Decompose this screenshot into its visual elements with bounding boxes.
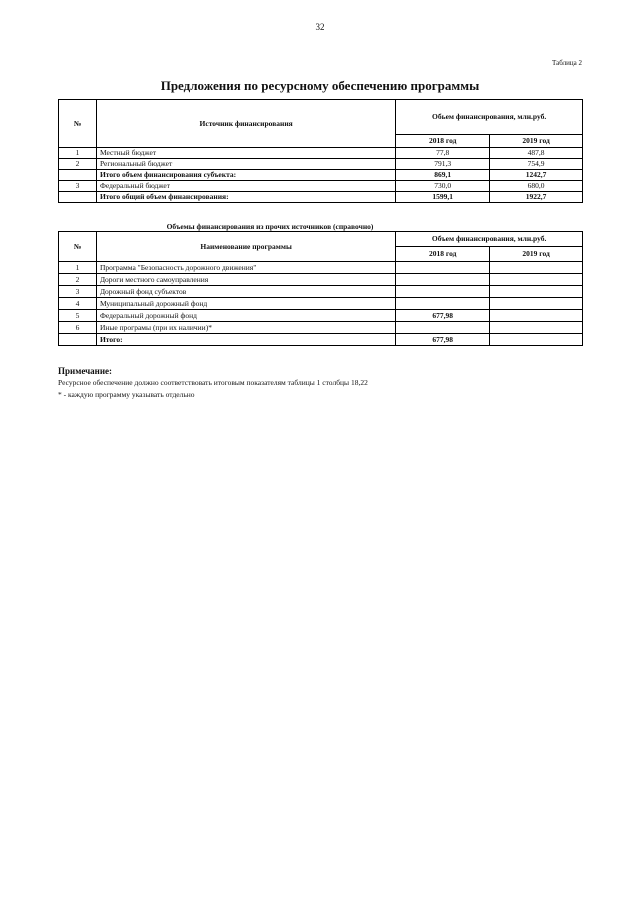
row-value-2019: 1922,7 (490, 192, 583, 203)
row-num: 2 (59, 159, 97, 170)
table-row (59, 286, 583, 298)
row-value-2019 (490, 310, 583, 322)
row-name: Итого объем финансирования субъекта: (96, 170, 395, 181)
row-value-2018: 730,0 (396, 181, 490, 192)
row-value-2018 (396, 298, 490, 310)
row-num: 3 (59, 181, 97, 192)
note-heading: Примечание: (58, 366, 113, 376)
row-name: Итого общий объем финансирования: (96, 192, 395, 203)
table2-header-name: Наименование программы (96, 232, 395, 262)
row-value-2018: 1599,1 (396, 192, 490, 203)
row-value-2019: 680,0 (490, 181, 583, 192)
row-value-2019 (490, 298, 583, 310)
row-value-2019 (490, 334, 583, 346)
table-row-subtotal (59, 170, 583, 181)
row-value-2018 (396, 286, 490, 298)
table1-header-volume: Обьем финансирования, млн.руб. (396, 100, 583, 135)
row-name: Иные програмы (при их наличии)* (96, 322, 395, 334)
table2-year2: 2019 год (490, 247, 583, 262)
row-value-2019 (490, 322, 583, 334)
row-value-2019: 1242,7 (490, 170, 583, 181)
row-name: Местный бюджет (96, 148, 395, 159)
row-name: Федеральный бюджет (96, 181, 395, 192)
row-value-2018 (396, 274, 490, 286)
row-value-2018: 77,8 (396, 148, 490, 159)
page-number: 32 (315, 22, 325, 32)
row-num: 6 (59, 322, 97, 334)
row-num (59, 192, 97, 203)
row-name: Региональный бюджет (96, 159, 395, 170)
row-num (59, 170, 97, 181)
row-num: 1 (59, 262, 97, 274)
table-label: Таблица 2 (552, 59, 582, 67)
row-value-2018 (396, 262, 490, 274)
table-row (59, 148, 583, 159)
row-name: Итого: (96, 334, 395, 346)
row-value-2019 (490, 274, 583, 286)
table-row-total (59, 334, 583, 346)
row-name: Дороги местного самоуправления (96, 274, 395, 286)
row-value-2018: 869,1 (396, 170, 490, 181)
row-name: Муниципальный дорожный фонд (96, 298, 395, 310)
row-num: 1 (59, 148, 97, 159)
table2-year1: 2018 год (396, 247, 490, 262)
table-row (59, 262, 583, 274)
page-title: Предложения по ресурсному обеспечению программы (160, 78, 480, 93)
table-row (59, 159, 583, 170)
table-row (59, 322, 583, 334)
row-value-2018: 677,98 (396, 310, 490, 322)
table-row (59, 310, 583, 322)
note-text: Ресурсное обеспечение должно соответствовать итоговым показателям таблицы 1 столбцы 18,22 (58, 378, 368, 387)
table1-year2: 2019 год (490, 135, 583, 148)
row-num: 2 (59, 274, 97, 286)
table2-caption: Объемы финансирования из прочих источников (справочно) (166, 222, 374, 231)
table-row (59, 298, 583, 310)
row-num: 4 (59, 298, 97, 310)
row-name: Федеральный дорожный фонд (96, 310, 395, 322)
table1-header-num: № (59, 100, 97, 148)
table1-year1: 2018 год (396, 135, 490, 148)
table2-header-num: № (59, 232, 97, 262)
table-row (59, 274, 583, 286)
table-row-total (59, 192, 583, 203)
row-num (59, 334, 97, 346)
row-value-2018: 677,98 (396, 334, 490, 346)
row-value-2019 (490, 262, 583, 274)
table2-header-volume: Объем финансирования, млн.руб. (396, 232, 583, 247)
table1-header-source: Источник финансирования (96, 100, 395, 148)
row-name: Дорожный фонд субъектов (96, 286, 395, 298)
row-num: 5 (59, 310, 97, 322)
resource-table (58, 99, 583, 203)
table-row (59, 181, 583, 192)
row-name: Программа "Безопасность дорожного движения" (96, 262, 395, 274)
row-value-2019: 487,8 (490, 148, 583, 159)
row-num: 3 (59, 286, 97, 298)
other-sources-table (58, 231, 583, 346)
row-value-2019: 754,9 (490, 159, 583, 170)
row-value-2018 (396, 322, 490, 334)
row-value-2018: 791,3 (396, 159, 490, 170)
note-footnote: * - каждую программу указывать отдельно (58, 390, 195, 399)
row-value-2019 (490, 286, 583, 298)
